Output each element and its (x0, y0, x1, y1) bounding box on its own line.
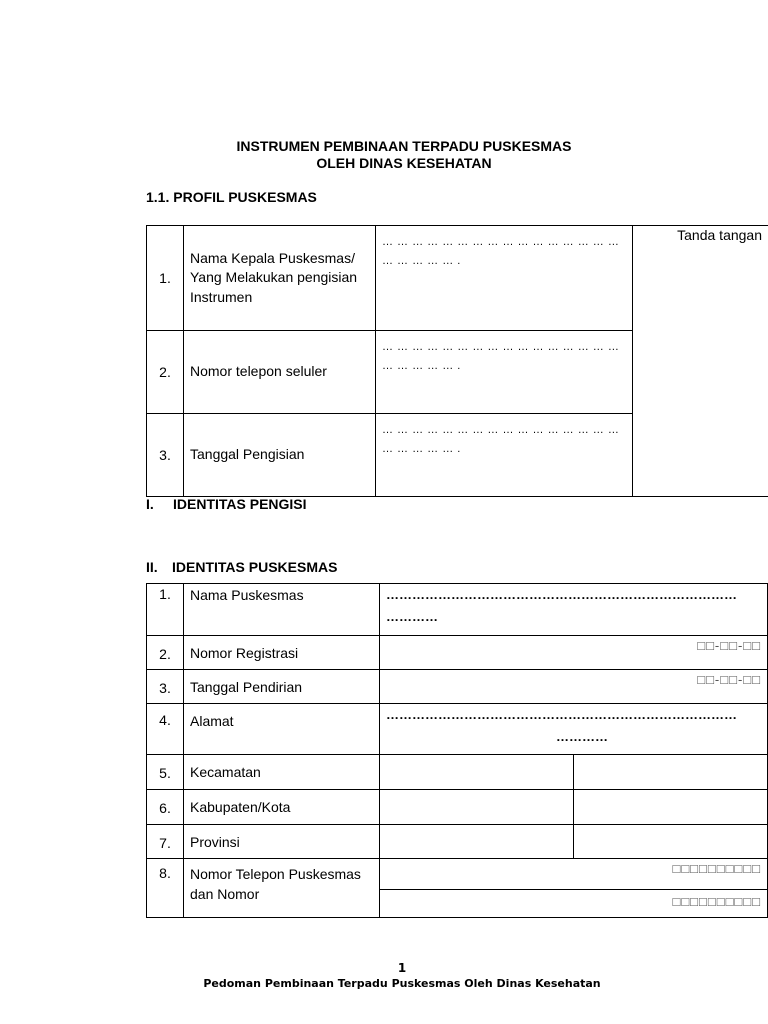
row-number: 3. (147, 670, 184, 704)
table-row (147, 226, 768, 331)
row-number: 2. (147, 636, 184, 670)
phone-boxes: □□□□□□□□□□ (672, 861, 761, 876)
row-number: 6. (147, 790, 184, 825)
document-title-line1: INSTRUMEN PEMBINAAN TERPADU PUSKESMAS (236, 138, 572, 154)
nomor-registrasi-field[interactable]: □□-□□-□□ (380, 636, 768, 670)
row-label: Nomor Registrasi (184, 636, 380, 670)
table-row (147, 584, 768, 636)
table-row (147, 704, 768, 755)
nama-puskesmas-field[interactable] (380, 584, 768, 636)
signature-label: Tanda tangan (677, 227, 762, 243)
section-heading-profil: 1.1. PROFIL PUSKESMAS (146, 189, 317, 205)
row-label: Nomor telepon seluler (184, 331, 376, 414)
table-row (147, 825, 768, 859)
row-number: 2. (147, 331, 184, 414)
row-label: Kabupaten/Kota (184, 790, 380, 825)
kabupaten-code-field[interactable] (574, 790, 768, 825)
row-label: Alamat (184, 704, 380, 755)
dotted-line: ………… (556, 729, 608, 744)
identity-table (146, 583, 768, 918)
table-row (147, 790, 768, 825)
section-heading-identitas-puskesmas (146, 559, 337, 575)
row-number: 1. (147, 584, 184, 636)
row-number: 7. (147, 825, 184, 859)
row-number: 3. (147, 414, 184, 497)
section-heading-identitas-pengisi (146, 496, 307, 512)
alamat-field[interactable] (380, 704, 768, 755)
section-number: I. (146, 496, 154, 512)
footer-text: Pedoman Pembinaan Terpadu Puskesmas Oleh Dinas Kesehatan (203, 977, 601, 990)
signature-box[interactable] (633, 226, 768, 497)
fill-in-field[interactable]: … … … … … … … … … … … … … … … … … … … … … . (376, 414, 633, 497)
section-number: II. (146, 559, 158, 575)
kecamatan-code-field[interactable] (574, 755, 768, 790)
tanggal-pendirian-field[interactable]: □□-□□-□□ (380, 670, 768, 704)
profile-table (146, 225, 768, 497)
dotted-line: ……………………………………………………………………… (386, 707, 737, 722)
table-row (147, 755, 768, 790)
row-label: Kecamatan (184, 755, 380, 790)
provinsi-code-field[interactable] (574, 825, 768, 859)
section-label: IDENTITAS PUSKESMAS (172, 559, 338, 575)
row-label: Provinsi (184, 825, 380, 859)
row-label: Nama Kepala Puskesmas/ Yang Melakukan pengisian Instrumen (184, 226, 376, 331)
table-row (147, 636, 768, 670)
section-label: IDENTITAS PENGISI (173, 496, 307, 512)
phone-boxes: □□□□□□□□□□ (380, 889, 767, 916)
table-row (147, 670, 768, 704)
row-label: Nomor Telepon Puskesmas dan Nomor (184, 859, 380, 918)
fill-in-field[interactable]: … … … … … … … … … … … … … … … … … … … … … . (376, 226, 633, 331)
row-number: 8. (147, 859, 184, 918)
dotted-line: ……………………………………………………………………… (386, 587, 737, 602)
row-label: Tanggal Pengisian (184, 414, 376, 497)
document-title-line2: OLEH DINAS KESEHATAN (316, 155, 492, 171)
kecamatan-field[interactable] (380, 755, 574, 790)
row-label: Nama Puskesmas (184, 584, 380, 636)
row-number: 5. (147, 755, 184, 790)
row-number: 4. (147, 704, 184, 755)
kabupaten-field[interactable] (380, 790, 574, 825)
nomor-telepon-field[interactable] (380, 859, 768, 918)
page-number: 1 (397, 961, 407, 975)
dotted-line: ………… (386, 609, 438, 624)
provinsi-field[interactable] (380, 825, 574, 859)
fill-in-field[interactable]: … … … … … … … … … … … … … … … … … … … … … . (376, 331, 633, 414)
row-number: 1. (147, 226, 184, 331)
row-label: Tanggal Pendirian (184, 670, 380, 704)
table-row (147, 859, 768, 918)
